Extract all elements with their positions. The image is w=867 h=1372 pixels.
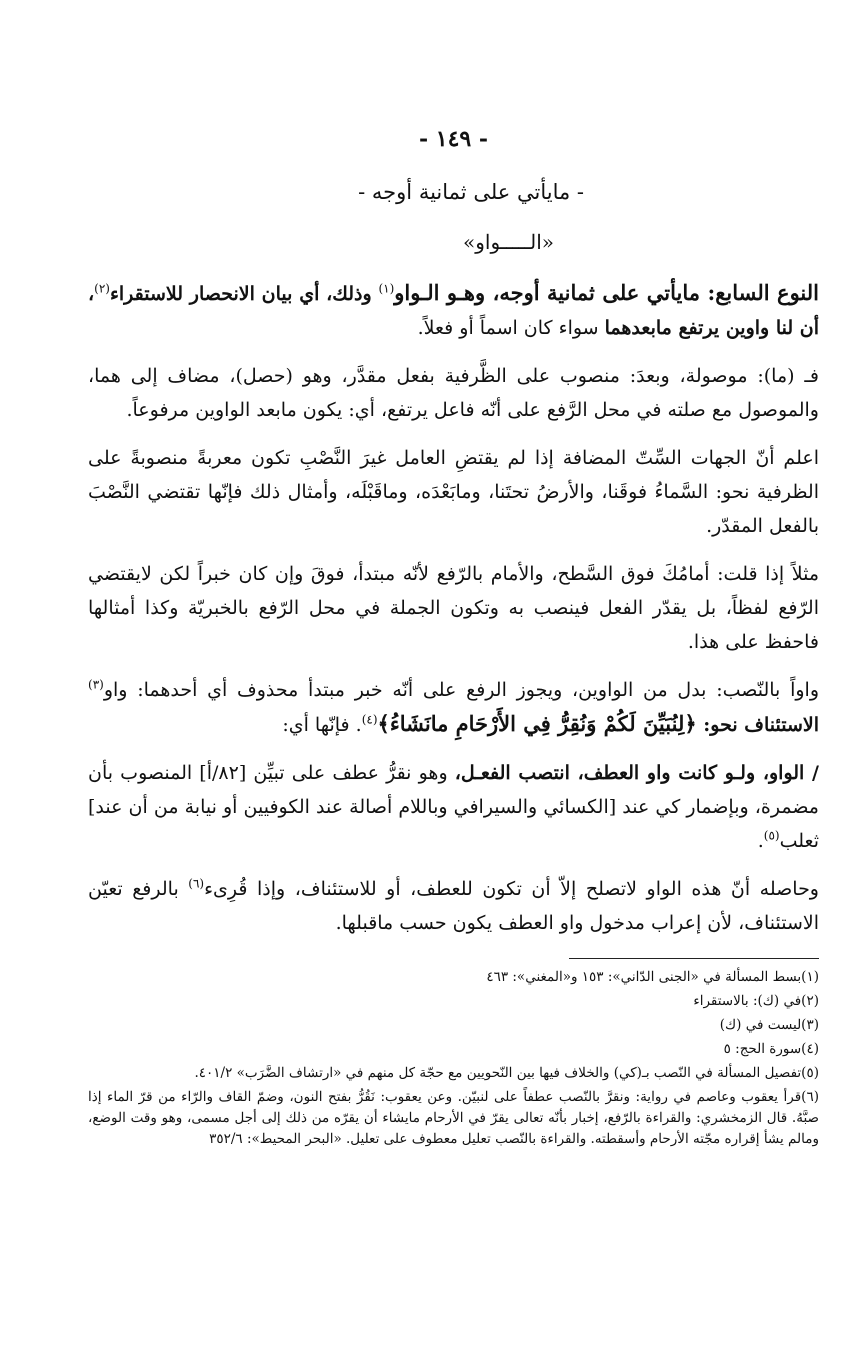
- section-heading: - مايأتي على ثمانية أوجه -: [358, 180, 584, 204]
- p6-b: وهو نقرُّ عطف على تبيِّن [٨٢/أ] المنصوب بأن مضمرة، وبإضمار كي عند [الكسائي والسيرافي وباللام أصالة عند الكوفيين أو نيابة من أن عند] ثعلب: [88, 762, 819, 852]
- p1-tail: سواء كان اسماً أو فعلاً.: [417, 317, 605, 339]
- footnote-3: (٣)ليست في (ك): [719, 1017, 819, 1033]
- p6-a: / الواو، ولـو كانت واو العطف، انتصب الفعـل،: [454, 762, 819, 784]
- paragraph-2: فـ (ما): موصولة، وبعدَ: منصوب على الظَّرفية بفعل مقدَّر، وهو (حصل)، مضاف إلى هما، والموصول مع صلته في محل الرَّفع على أنّه فاعل يرتفع، أي: يكون مابعد الواوين مرفوعاً.: [88, 365, 819, 421]
- footnote-ref-3: (٣): [88, 677, 104, 692]
- p5-a: واواً بالنّصب: بدل من الواوين، ويجوز الرفع على أنّه خبر مبتدأ محذوف أي أحدهما: واو: [103, 679, 819, 701]
- footnote-4: (٤)سورة الحج: ٥: [723, 1041, 819, 1057]
- quran-verse: ﴿لِنُبَيِّنَ لَكُمْ وَنُقِرُّ فِي الأَرْحَامِ مانَشَاءُ﴾: [377, 711, 697, 736]
- footnote-ref-2: (٢): [94, 281, 110, 296]
- footnote-divider: [569, 958, 819, 959]
- p1-bold-tail: ، أن لنا واوين يرتفع مابعدهما: [88, 283, 819, 339]
- document-page: [88, 110, 819, 1352]
- paragraph-3: اعلم أنّ الجهات السِّتّ المضافة إذا لم يقتضِ العامل غيرَ النَّصْبِ تكون معربةً منصوبةً على الظرفية نحو: السَّماءُ فوقَنا، والأرضُ تحتَنا، ومابَعْدَه، وماقَبْلَه، وأمثال ذلك فإنّها تقتضي النَّصْبَ بالفعل المقدّر.: [88, 447, 819, 537]
- footnote-1: (١)بسط المسألة في «الجنى الدّاني»: ١٥٣ و«المغني»: ٤٦٣: [486, 969, 819, 985]
- footnotes: [88, 967, 819, 1150]
- footnote-6: (٦)قرأ يعقوب وعاصم في رواية: ونقرَّ بالنّصب عطفاً على لنبيّن. وعن يعقوب: نَقُرُّ بفتح النون، وضمّ القاف والرّاء من قرّ الماء إذا صبَّهُ. قال الزمخشري: والقراءة بالرّفع، إخبار بأنّه تعالى يقرّ في الأرحام مايشاء أن يقرّه من ذلك إلى أجل مسمى، وهو وقت الوضع، ومالم يشأ إقراره مجّته الأرحام وأسقطته. والقراءة بالنّصب تعليل معطوف على تعليل. «البحر المحيط»: ٣٥٢/٦: [88, 1089, 819, 1147]
- paragraph-1: [88, 276, 819, 345]
- footnote-5: (٥)تفصيل المسألة في النّصب بـ(كي) والخلاف فيها بين النّحويين مع حجّة كل منهم في «ارتشاف الضَّرَب» ٤٠١/٢.: [194, 1065, 819, 1081]
- p6-c: .: [757, 830, 764, 852]
- footnote-ref-1: (١): [378, 281, 395, 296]
- p1-mid: وذلك، أي بيان الانحصار للاستقراء: [109, 283, 379, 305]
- p1-lead: النوع السابع: مايأتي على ثمانية أوجه، وهـو الـواو: [394, 280, 819, 305]
- page-number: - ١٤٩ -: [418, 126, 489, 152]
- footnote-ref-5: (٥): [763, 828, 780, 843]
- footnote-ref-4: (٤): [361, 712, 378, 727]
- footnote-2: (٢)في (ك): بالاستقراء: [693, 993, 819, 1009]
- p5-c: . فإنّها أي:: [282, 714, 362, 736]
- section-subheading: «الـــــواو»: [463, 230, 554, 254]
- paragraph-6: [88, 756, 819, 858]
- p7-b: بالرفع تعيّن الاستئناف، لأن إعراب مدخول واو العطف يكون حسب ماقبلها.: [88, 878, 819, 934]
- paragraph-4: مثلاً إذا قلت: أمامُكَ فوق السَّطح، والأمام بالرّفع لأنّه مبتدأ، فوقَ وإن كان خبراً لكن لايقتضي الرّفع لفظاً، بل يقدّر الفعل فينصب به وتكون الجملة في محل الرّفع بالخبريّة وكذا أمثالها فاحفظ على هذا.: [88, 563, 819, 653]
- paragraph-5: [88, 673, 819, 742]
- p5-b: الاستئناف نحو:: [696, 714, 819, 736]
- footnote-ref-6: (٦): [188, 876, 205, 891]
- paragraph-7: [88, 872, 819, 940]
- p7-a: وحاصله أنّ هذه الواو لاتصلح إلاّ أن تكون للعطف، أو للاستئناف، وإذا قُرِىء: [204, 878, 819, 900]
